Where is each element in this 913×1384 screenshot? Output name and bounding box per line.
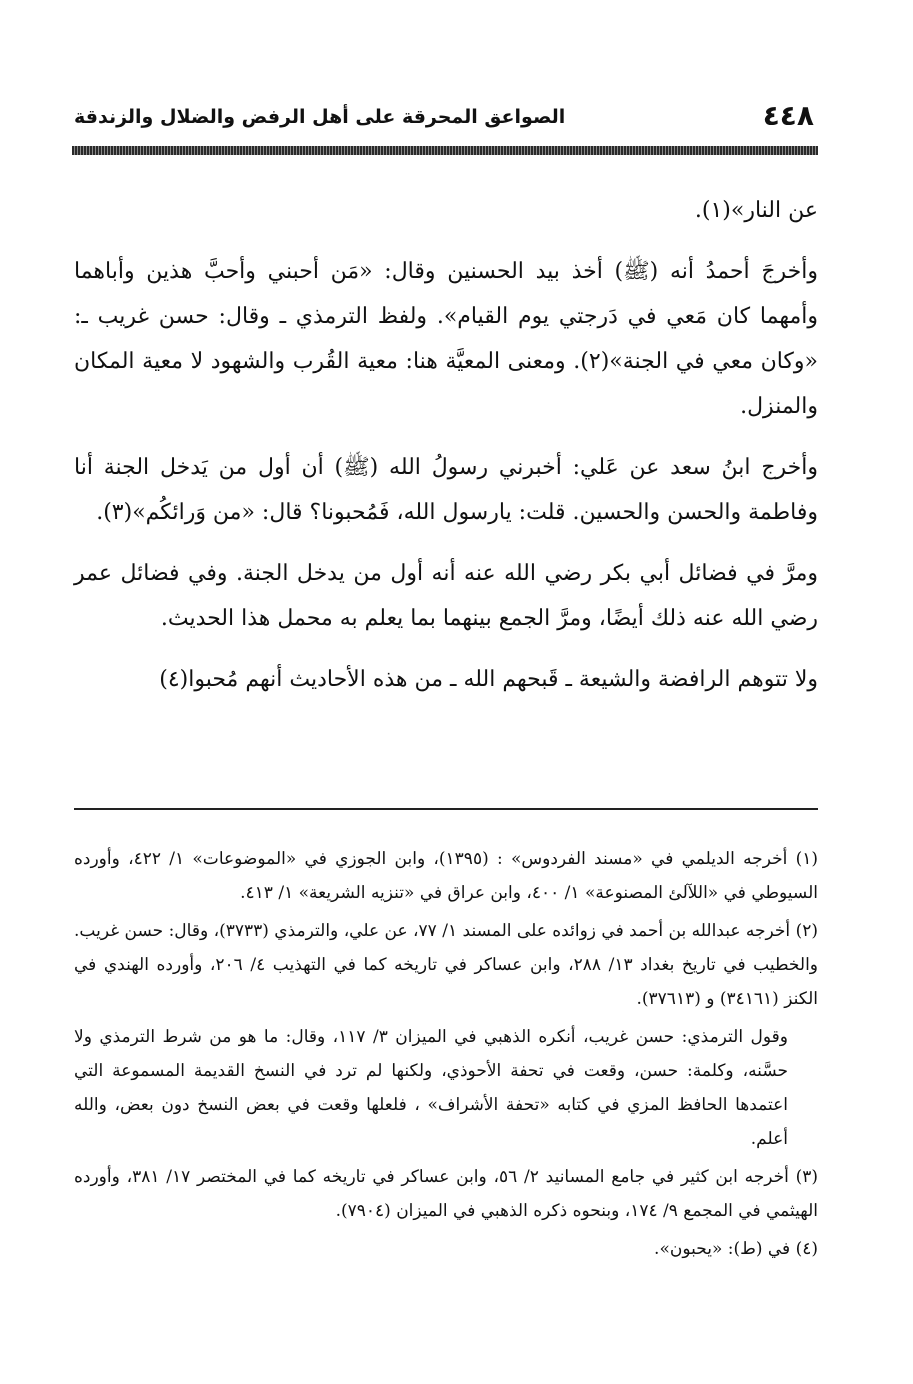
footnote-rule bbox=[74, 808, 818, 810]
paragraph-ahmad-hadith: وأخرجَ أحمدُ أنه (ﷺ) أخذ بيد الحسنين وقال: «مَن أحبني وأحبَّ هذين وأباهما وأمهما كان مَعي في دَرجتي يوم القيام». ولفظ الترمذي ـ وقال: حسن غريب ـ: «وكان معي في الجنة»(٢). ومعنى المعيَّة هنا: معية القُرب والشهود لا معية المكان والمنزل. bbox=[74, 259, 818, 419]
paragraph-ibn-saad-hadith: وأخرج ابنُ سعد عن عَلي: أخبرني رسولُ الله (ﷺ) أن أول من يَدخل الجنة أنا وفاطمة والحسن والحسين. قلت: يارسول الله، فَمُحبونا؟ قال: «من وَرائكُم»(٣). bbox=[74, 455, 818, 525]
running-header bbox=[74, 96, 818, 140]
footnote-3: (٣) أخرجه ابن كثير في جامع المسانيد ٢/ ٥٦، وابن عساكر في تاريخه كما في المختصر ١٧/ ٣٨١، وأورده الهيثمي في المجمع ٩/ ١٧٤، وبنحوه ذكره الذهبي في الميزان (٧٩٠٤). bbox=[74, 1167, 818, 1221]
paragraph-continuation: عن النار»(١). bbox=[694, 198, 818, 223]
footnotes bbox=[74, 842, 818, 1270]
main-text bbox=[74, 188, 818, 702]
page-number: ٤٤٨ bbox=[762, 99, 814, 132]
running-title: الصواعق المحرقة على أهل الرفض والضلال والزندقة bbox=[74, 106, 566, 128]
footnote-2-continuation: وقول الترمذي: حسن غريب، أنكره الذهبي في الميزان ٣/ ١١٧، وقال: ما هو من شرط الترمذي ولا حسَّنه، وكلمة: حسن، وقعت في تحفة الأحوذي، ولكنها لم ترد في النسخ القديمة المسموعة التي اعتمدها الحافظ المزي في كتابه «تحفة الأشراف» ، فلعلها وقعت في بعض النسخ دون بعض، والله أعلم. bbox=[74, 1027, 788, 1149]
footnote-4: (٤) في (ط): «يحبون». bbox=[654, 1239, 818, 1259]
footnote-2: (٢) أخرجه عبدالله بن أحمد في زوائده على المسند ١/ ٧٧، عن علي، والترمذي (٣٧٣٣)، وقال: حسن غريب. والخطيب في تاريخ بغداد ١٣/ ٢٨٨، وابن عساكر في تاريخه كما في التهذيب ٤/ ٢٠٦، وأورده الهندي في الكنز (٣٤١٦١) و (٣٧٦١٣). bbox=[74, 921, 818, 1009]
header-rule bbox=[72, 146, 818, 155]
paragraph-warning: ولا تتوهم الرافضة والشيعة ـ قَبحهم الله ـ من هذه الأحاديث أنهم مُحبوا(٤) bbox=[159, 667, 818, 692]
paragraph-fadail: ومرَّ في فضائل أبي بكر رضي الله عنه أنه أول من يدخل الجنة. وفي فضائل عمر رضي الله عنه ذلك أيضًا، ومرَّ الجمع بينهما بما يعلم به محمل هذا الحديث. bbox=[74, 561, 818, 631]
footnote-1: (١) أخرجه الديلمي في «مسند الفردوس» : (١٣٩٥)، وابن الجوزي في «الموضوعات» ١/ ٤٢٢، وأورده السيوطي في «اللآلئ المصنوعة» ١/ ٤٠٠، وابن عراق في «تنزيه الشريعة» ١/ ٤١٣. bbox=[74, 849, 818, 903]
